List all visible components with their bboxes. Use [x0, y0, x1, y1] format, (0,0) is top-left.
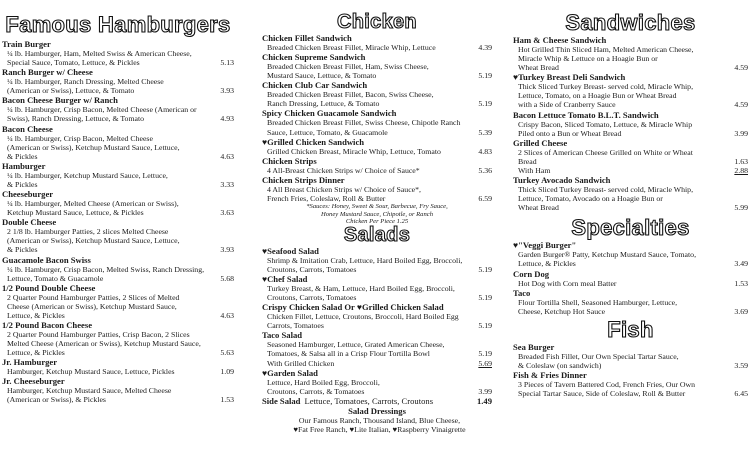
item-description-line [262, 359, 492, 368]
item-description: Breaded Chicken Breast Fillet, Swiss Cheese, Chipotle Ranch [267, 118, 461, 128]
item-description: Croutons, Carrots, & Tomatoes [267, 386, 365, 396]
item-name: Chicken Supreme Sandwich [262, 52, 366, 63]
item-description: Miracle Whip & Lettuce on a Hoagie Bun or [518, 54, 658, 64]
item-description: Breaded Chicken Breast Fillet, Bacon, Swiss Cheese, [267, 90, 434, 100]
item-description-line [2, 339, 234, 348]
item-description-line [2, 274, 234, 283]
item-name: ♥Chef Salad [262, 274, 308, 284]
specialty-list [513, 240, 748, 315]
section-heading-hamburgers: Famous Hamburgers [5, 12, 231, 37]
item-description-line [2, 293, 234, 302]
menu-item [262, 52, 492, 80]
sandwich-list [513, 35, 748, 212]
item-name: 1/2 Pound Double Cheese [2, 282, 96, 293]
menu-item [262, 330, 492, 367]
item-name: Corn Dog [513, 268, 550, 279]
item-description-line [2, 311, 234, 320]
item-description-line [2, 199, 234, 208]
menu-item [513, 288, 748, 316]
item-description: ¼ lb. Hamburger, Ham, Melted Swiss & American Cheese, [7, 49, 192, 58]
menu-item [513, 110, 748, 138]
item-description: 2 Slices of American Cheese Grilled on White or Wheat [518, 147, 693, 157]
item-description: & Coleslaw (on sandwich) [518, 360, 602, 370]
item-description-line [2, 245, 234, 254]
item-description-line [513, 352, 748, 361]
item-description: Special Tartar Sauce, Side of Coleslaw, Roll & Butter [518, 389, 686, 399]
item-description-line [2, 171, 234, 180]
item-description: 4 All Breast Chicken Strips w/ Choice of Sauce*, [267, 184, 421, 194]
menu-item [262, 368, 492, 396]
section-heading-salads: Salads [343, 223, 411, 246]
item-price: 3.99 [734, 128, 748, 138]
item-description-line [513, 129, 748, 138]
item-name: Bacon Cheese [2, 123, 53, 134]
menu-item [2, 189, 234, 217]
item-description-line [262, 128, 492, 137]
item-price: 5.19 [478, 321, 492, 331]
item-description: (American or Swiss), Ketchup Mustard Sauce, Lettuce, [7, 142, 180, 152]
item-name: Spicy Chicken Guacamole Sandwich [262, 108, 397, 119]
item-description-line [262, 284, 492, 293]
menu-item [262, 156, 492, 175]
item-description: Wheat Bread [518, 203, 559, 213]
item-name: Hamburger [2, 160, 46, 171]
item-price: 5.99 [734, 203, 748, 213]
item-description-line [262, 378, 492, 387]
salad-list [262, 246, 492, 396]
item-description-line [262, 43, 492, 52]
item-description: Tomatoes, & Salsa all in a Crisp Flour Tortilla Bowl [267, 349, 430, 359]
menu-item [262, 274, 492, 302]
item-description-line [2, 330, 234, 339]
item-price: 5.19 [478, 349, 492, 359]
menu-item [513, 342, 748, 370]
menu-item [2, 357, 234, 376]
item-name: Ranch Burger w/ Cheese [2, 67, 93, 78]
item-description: with a Side of Cranberry Sauce [518, 100, 616, 110]
item-price: 1.53 [220, 395, 234, 405]
item-description-line [262, 312, 492, 321]
item-description: Cheese, Ketchup Hot Sauce [518, 306, 606, 316]
item-description: Hamburger, Ketchup Mustard Sauce, Melted Cheese [7, 386, 172, 396]
item-description: Bread [518, 156, 537, 166]
item-description-line [2, 348, 234, 357]
item-price: 5.36 [478, 165, 492, 175]
item-description: Piled onto a Bun or Wheat Bread [518, 128, 622, 138]
item-description-line [513, 82, 748, 91]
item-description: 3 Pieces of Tavern Battered Cod, French Fries, Our Own [518, 379, 696, 389]
item-description-line [2, 86, 234, 95]
side-salad-price: 1.49 [476, 395, 492, 406]
item-name: Jr. Cheeseburger [2, 376, 65, 387]
item-name: Grilled Cheese [513, 137, 568, 148]
item-description-line [513, 54, 748, 63]
item-description-line [513, 148, 748, 157]
menu-item [513, 269, 748, 288]
menu-item [513, 35, 748, 72]
item-name: Chicken Strips Dinner [262, 174, 345, 185]
item-name: Taco Salad [262, 330, 303, 341]
item-description-line [2, 367, 234, 376]
item-price: 5.68 [220, 273, 234, 283]
item-description: Hot Grilled Thin Sliced Ham, Melted American Cheese, [518, 45, 694, 54]
item-name: Cheeseburger [2, 189, 54, 200]
item-name: Bacon Lettuce Tomato B.L.T. Sandwich [513, 109, 659, 120]
item-description: Shrimp & Imitation Crab, Lettuce, Hard Boiled Egg, Broccoli, [267, 255, 463, 265]
item-description: Seasoned Hamburger, Lettuce, Grated American Cheese, [267, 340, 445, 350]
item-description: Ranch Dressing, Lettuce, & Tomato [267, 99, 380, 109]
item-description-line [262, 90, 492, 99]
item-description-line [513, 259, 748, 268]
item-price-alt: 5.69 [478, 358, 492, 368]
menu-item [2, 376, 234, 404]
item-price: 3.93 [220, 245, 234, 255]
menu-item [2, 320, 234, 357]
item-description: & Pickles [7, 179, 38, 189]
item-description-line [513, 63, 748, 72]
item-description-line [262, 265, 492, 274]
item-description-line [2, 58, 234, 67]
item-description: Lettuce, Hard Boiled Egg, Broccoli, [267, 377, 380, 387]
item-description-line [513, 203, 748, 212]
item-description-line [2, 180, 234, 189]
item-description: ¼ lb. Hamburger, Crisp Bacon, Melted Cheese [7, 133, 153, 143]
item-description-line [2, 152, 234, 161]
item-description: Lettuce, Tomato, Avocado on a Hoagie Bun or [518, 194, 663, 204]
item-description-line [2, 49, 234, 58]
item-description-line [262, 185, 492, 194]
item-description: ¼ lb. Hamburger, Crisp Bacon, Melted Cheese (American or [7, 105, 197, 115]
item-description: Swiss), Ranch Dressing, Lettuce, & Tomato [7, 114, 145, 124]
item-name: ♥"Veggi Burger" [513, 240, 577, 251]
item-description-line [262, 387, 492, 396]
item-description: Garden Burger® Patty, Ketchup Mustard Sauce, Tomato, [518, 250, 697, 260]
item-description: Turkey Breast, & Ham, Lettuce, Hard Boiled Egg, Broccoli, [267, 284, 455, 293]
dressings-line: ♥Fat Free Ranch, ♥Lite Italian, ♥Raspberry Vinaigrette [293, 424, 466, 434]
item-description: (American or Swiss), Lettuce, & Tomato [7, 86, 135, 96]
item-description-line [262, 194, 492, 203]
item-price: 4.63 [220, 151, 234, 161]
item-description: Lettuce, Tomato & Guacamole [7, 273, 104, 283]
item-price: 5.19 [478, 264, 492, 274]
item-description-line [513, 389, 748, 398]
item-description-line [2, 208, 234, 217]
item-description: ¼ lb. Hamburger, Melted Cheese (American or Swiss), [7, 199, 179, 209]
menu-item [262, 108, 492, 136]
item-price: 3.69 [734, 306, 748, 316]
menu-item [2, 67, 234, 95]
item-description-line [262, 62, 492, 71]
item-price: 4.59 [734, 100, 748, 110]
item-price: 1.09 [220, 367, 234, 377]
item-description-line [513, 120, 748, 129]
item-description: Croutons, Carrots, Tomatoes [267, 264, 357, 274]
menu-item [262, 33, 492, 52]
item-description: Chicken Fillet, Lettuce, Croutons, Broccoli, Hard Boiled Egg [267, 312, 459, 322]
item-description: 4 All-Breast Chicken Strips w/ Choice of Sauce* [267, 165, 420, 175]
menu-item [513, 72, 748, 109]
section-heading-chicken: Chicken [337, 11, 417, 33]
item-description-line [2, 236, 234, 245]
menu-item [262, 80, 492, 108]
side-salad-label: Side Salad [262, 395, 301, 406]
item-name: Chicken Fillet Sandwich [262, 33, 352, 43]
item-description-line [262, 99, 492, 108]
item-description-line [262, 340, 492, 349]
sandwiches-column [513, 0, 748, 398]
item-description: Flour Tortilla Shell, Seasoned Hamburger, Lettuce, [518, 297, 678, 307]
item-description-line [262, 166, 492, 175]
item-description-line [2, 143, 234, 152]
item-description: Melted Cheese (American or Swiss), Ketchup Mustard Sauce, [7, 339, 201, 349]
item-price: 5.19 [478, 71, 492, 81]
item-price: 6.45 [734, 389, 748, 399]
item-description-line [2, 134, 234, 143]
menu-item [513, 370, 748, 398]
menu-item [262, 302, 492, 330]
item-description-line [513, 361, 748, 370]
sauce-note-line: Honey Mustard Sauce, Chipotle, or Ranch [320, 210, 433, 218]
item-price: 3.93 [220, 86, 234, 96]
item-price: 4.93 [220, 114, 234, 124]
menu-item [2, 283, 234, 320]
item-price-alt: 2.88 [734, 165, 748, 175]
item-name: Double Cheese [2, 217, 57, 228]
dressings-title: Salad Dressings [348, 405, 406, 416]
menu-item [513, 240, 748, 268]
item-description-line [513, 166, 748, 175]
menu-item [2, 95, 234, 123]
item-description: Breaded Fish Fillet, Our Own Special Tartar Sauce, [518, 351, 679, 361]
item-description: & Pickles [7, 151, 38, 161]
item-description-line [513, 250, 748, 259]
item-name: Fish & Fries Dinner [513, 369, 587, 380]
item-price: 5.19 [478, 99, 492, 109]
item-price: 4.83 [478, 146, 492, 156]
menu-item [513, 175, 748, 212]
item-description: Breaded Chicken Breast Fillet, Miracle Whip, Lettuce [267, 43, 436, 52]
item-description: Crispy Bacon, Sliced Tomato, Lettuce, & Miracle Whip [518, 119, 693, 129]
item-description-line [2, 386, 234, 395]
item-price: 5.19 [478, 293, 492, 303]
item-description: With Grilled Chicken [267, 358, 335, 368]
item-description: ¼ lb. Hamburger, Ketchup Mustard Sauce, Lettuce, [7, 170, 168, 180]
item-price: 5.63 [220, 348, 234, 358]
item-description-line [2, 395, 234, 404]
item-description: Lettuce, Tomato, on a Hoagie Bun or Wheat Bread [518, 91, 677, 101]
item-description: Carrots, Tomatoes [267, 321, 324, 331]
item-description: Sauce, Lettuce, Tomato, & Guacamole [267, 127, 388, 137]
item-description-line [2, 265, 234, 274]
item-description: Thick Sliced Turkey Breast- served cold, Miracle Whip, [518, 185, 694, 195]
menu-item [2, 217, 234, 254]
menu-item [262, 246, 492, 274]
item-description: Lettuce, & Pickles [7, 348, 65, 358]
item-description-line [513, 298, 748, 307]
item-name: 1/2 Pound Bacon Cheese [2, 319, 93, 330]
item-description: Grilled Chicken Breast, Miracle Whip, Lettuce, Tomato [267, 146, 441, 156]
item-name: Taco [513, 287, 531, 298]
item-name: Chicken Club Car Sandwich [262, 80, 368, 91]
menu-item [2, 124, 234, 161]
item-description-line [513, 380, 748, 389]
item-description-line [262, 349, 492, 358]
item-description: ¼ lb. Hamburger, Ranch Dressing, Melted Cheese [7, 77, 164, 87]
item-description: Croutons, Carrots, Tomatoes [267, 293, 357, 303]
item-name: Crispy Chicken Salad Or ♥Grilled Chicken Salad [262, 302, 444, 313]
item-description: 2 Quarter Pound Hamburger Patties, 2 Slices of Melted [7, 292, 180, 302]
item-price: 3.49 [734, 259, 748, 269]
item-name: Train Burger [2, 39, 51, 49]
item-name: Jr. Hamburger [2, 357, 58, 368]
item-description-line [2, 77, 234, 86]
item-description-line [262, 256, 492, 265]
item-name: Bacon Cheese Burger w/ Ranch [2, 95, 118, 106]
section-heading-fish: Fish [607, 316, 654, 342]
hamburger-list [2, 39, 234, 405]
sauce-note-line: Chicken Per Piece 1.25 [345, 218, 409, 226]
item-description: Thick Sliced Turkey Breast- served cold, Miracle Whip, [518, 82, 694, 92]
item-name: Sea Burger [513, 341, 555, 352]
item-price: 4.63 [220, 310, 234, 320]
item-description: & Pickles [7, 245, 38, 255]
side-salad-text: Lettuce, Tomatoes, Carrots, Croutons [304, 395, 434, 406]
item-description-line [262, 118, 492, 127]
item-price: 5.13 [220, 58, 234, 68]
item-description: Mustard Sauce, Lettuce, & Tomato [267, 71, 377, 81]
item-description: With Ham [518, 165, 551, 175]
item-price: 3.63 [220, 208, 234, 218]
item-description: Special Sauce, Tomato, Lettuce, & Pickles [7, 58, 140, 68]
item-description: Ketchup Mustard Sauce, Lettuce, & Pickles [7, 208, 144, 218]
item-description-line [513, 100, 748, 109]
item-price: 3.33 [220, 179, 234, 189]
item-description-line [2, 105, 234, 114]
item-description-line [513, 185, 748, 194]
menu-item [2, 161, 234, 189]
side-salad [262, 396, 433, 406]
item-description: (American or Swiss), & Pickles [7, 395, 106, 405]
item-description-line [262, 71, 492, 80]
chicken-column [262, 0, 492, 434]
item-name: Guacamole Bacon Swiss [2, 254, 91, 265]
item-description: Wheat Bread [518, 63, 559, 73]
salad-dressings [262, 406, 492, 434]
item-description: 2 Quarter Pound Hamburger Patties, Crisp Bacon, 2 Slices [7, 329, 190, 339]
item-price: 1.53 [734, 278, 748, 288]
item-description: Breaded Chicken Breast Fillet, Ham, Swiss Cheese, [267, 62, 429, 72]
side-salad-row [262, 396, 492, 406]
menu-item [513, 138, 748, 175]
item-price: 3.99 [478, 386, 492, 396]
item-description-line [262, 147, 492, 156]
item-description-line [2, 227, 234, 236]
item-name: ♥Grilled Chicken Sandwich [262, 136, 365, 147]
item-description: Hot Dog with Corn meal Batter [518, 278, 617, 288]
sauce-note-line: *Sauces: Honey, Sweet & Sour, Barbecue, Fry Sauce, [306, 203, 448, 211]
menu-item [2, 39, 234, 67]
item-description-line [513, 279, 748, 288]
item-name: Ham & Cheese Sandwich [513, 35, 607, 45]
item-price: 4.39 [478, 43, 492, 52]
fish-list [513, 342, 748, 398]
item-name: Turkey Avocado Sandwich [513, 175, 611, 186]
item-description: Cheese (American or Swiss), Ketchup Mustard Sauce, [7, 301, 177, 311]
item-description-line [262, 293, 492, 302]
item-description: 2 1/8 lb. Hamburger Patties, 2 slices Melted Cheese [7, 227, 169, 237]
menu-item [2, 255, 234, 283]
item-description-line [513, 91, 748, 100]
item-description-line [2, 114, 234, 123]
item-description-line [513, 194, 748, 203]
item-description-line [262, 321, 492, 330]
item-description-line [513, 307, 748, 316]
item-name: ♥Turkey Breast Deli Sandwich [513, 72, 626, 83]
section-heading-sandwiches: Sandwiches [565, 10, 696, 35]
item-description: French Fries, Coleslaw, Roll & Butter [267, 193, 386, 203]
item-name: Chicken Strips [262, 155, 317, 166]
item-description-line [513, 157, 748, 166]
sauce-note [262, 203, 492, 226]
item-price: 3.59 [734, 360, 748, 370]
item-description-line [513, 45, 748, 54]
item-description-line [2, 302, 234, 311]
chicken-list [262, 33, 492, 203]
item-name: ♥Seafood Salad [262, 245, 319, 256]
item-name: ♥Garden Salad [262, 367, 318, 378]
menu-item [262, 175, 492, 203]
item-price: 4.59 [734, 63, 748, 73]
item-description: ¼ lb. Hamburger, Crisp Bacon, Melted Swiss, Ranch Dressing, [7, 264, 205, 274]
item-price: 5.39 [478, 127, 492, 137]
hamburgers-column [2, 0, 234, 405]
dressings-line: Our Famous Ranch, Thousand Island, Blue Cheese, [298, 415, 461, 425]
item-description: Lettuce, & Pickles [7, 310, 65, 320]
item-price: 1.63 [734, 156, 748, 166]
item-description: Hamburger, Ketchup Mustard Sauce, Lettuce, Pickles [7, 367, 175, 377]
item-description: (American or Swiss), Ketchup Mustard Sauce, Lettuce, [7, 236, 180, 246]
menu-item [262, 137, 492, 156]
item-description: Lettuce, & Pickles [518, 259, 576, 269]
section-heading-specialties: Specialties [571, 215, 690, 241]
item-price: 6.59 [478, 193, 492, 203]
